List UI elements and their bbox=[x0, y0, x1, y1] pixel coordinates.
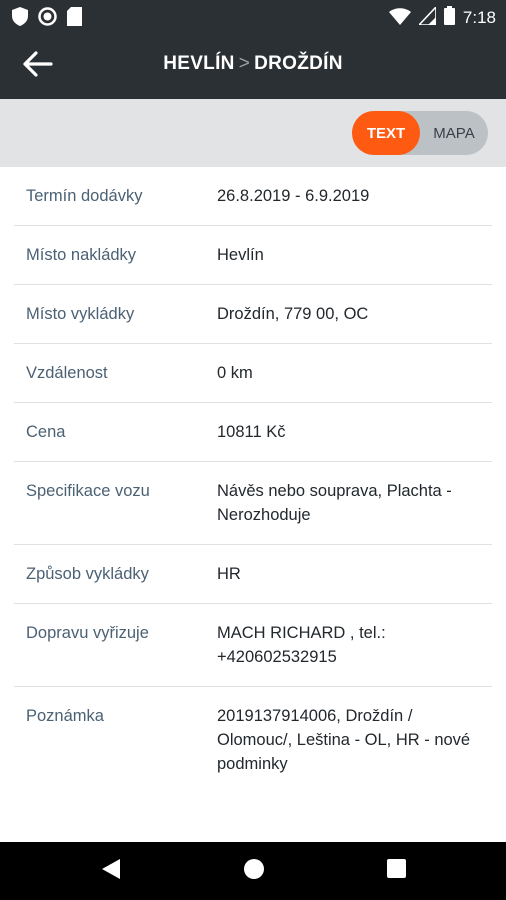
route-title bbox=[0, 53, 506, 75]
detail-label: Dopravu vyřizuje bbox=[26, 624, 149, 642]
detail-value: Droždín, 779 00, OC bbox=[217, 305, 369, 323]
detail-label: Místo vykládky bbox=[26, 305, 135, 323]
route-from: HEVLÍN bbox=[163, 53, 235, 74]
back-triangle-icon bbox=[101, 858, 121, 885]
view-toggle-bar bbox=[0, 99, 506, 167]
shield-icon bbox=[12, 7, 28, 31]
detail-row-unloading-place bbox=[14, 285, 492, 344]
detail-value: 26.8.2019 - 6.9.2019 bbox=[217, 187, 370, 205]
detail-value: 2019137914006, Droždín / Olomouc/, Leština - OL, HR - nové podminky bbox=[217, 707, 471, 773]
detail-value: Hevlín bbox=[217, 246, 264, 264]
detail-row-loading-place bbox=[14, 226, 492, 285]
detail-label: Vzdálenost bbox=[26, 364, 108, 382]
detail-label: Specifikace vozu bbox=[26, 482, 150, 500]
wifi-icon bbox=[389, 7, 411, 30]
detail-row-delivery-date bbox=[14, 167, 492, 226]
detail-value: 0 km bbox=[217, 364, 253, 382]
detail-row-price bbox=[14, 403, 492, 462]
app-bar bbox=[0, 33, 506, 99]
nav-back-button[interactable] bbox=[96, 856, 126, 886]
route-to: DROŽDÍN bbox=[254, 53, 343, 74]
detail-value: 10811 Kč bbox=[217, 423, 286, 441]
detail-row-distance bbox=[14, 344, 492, 403]
detail-value: Návěs nebo souprava, Plachta - Nerozhoduje bbox=[217, 482, 452, 524]
record-icon bbox=[38, 7, 57, 31]
detail-label: Cena bbox=[26, 423, 66, 441]
route-separator: > bbox=[238, 53, 251, 74]
nav-recents-button[interactable] bbox=[381, 856, 411, 886]
home-circle-icon bbox=[243, 858, 265, 885]
toggle-map[interactable]: MAPA bbox=[433, 124, 475, 142]
system-nav-bar bbox=[0, 842, 506, 900]
detail-value: MACH RICHARD , tel.: +420602532915 bbox=[217, 624, 386, 666]
detail-row-contact bbox=[14, 604, 492, 687]
battery-icon bbox=[444, 6, 455, 30]
detail-label: Poznámka bbox=[26, 707, 104, 725]
status-time: 7:18 bbox=[462, 8, 496, 27]
detail-row-vehicle-spec bbox=[14, 462, 492, 545]
signal-icon bbox=[419, 7, 436, 30]
detail-label: Termín dodávky bbox=[26, 187, 143, 205]
recents-square-icon bbox=[387, 859, 406, 883]
detail-row-unloading-method bbox=[14, 545, 492, 604]
detail-label: Způsob vykládky bbox=[26, 565, 149, 583]
details-list bbox=[0, 167, 506, 793]
toggle-text[interactable]: TEXT bbox=[352, 111, 420, 155]
status-bar bbox=[0, 0, 506, 33]
nav-home-button[interactable] bbox=[239, 856, 269, 886]
detail-value: HR bbox=[217, 565, 241, 583]
detail-row-note bbox=[14, 687, 492, 793]
detail-label: Místo nakládky bbox=[26, 246, 137, 264]
sd-card-icon bbox=[67, 7, 82, 31]
view-toggle bbox=[352, 111, 488, 155]
